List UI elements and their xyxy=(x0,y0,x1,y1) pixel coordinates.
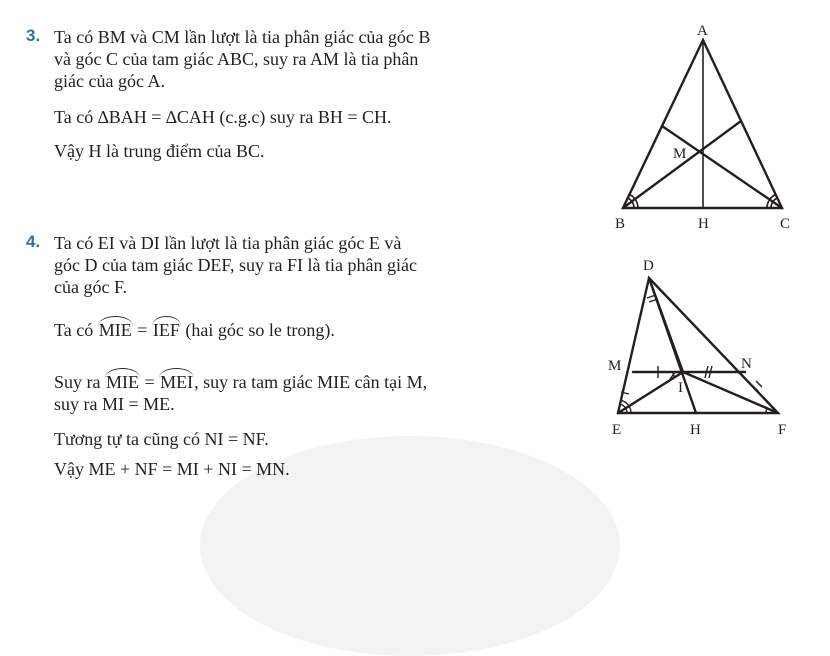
problem-4-line: Ta có EI và DI lần lượt là tia phân giác góc E và xyxy=(54,233,402,253)
problem-3-line: Ta có ∆BAH = ∆CAH (c.g.c) suy ra BH = CH. xyxy=(54,107,392,127)
text-fragment: Ta có xyxy=(54,320,98,340)
text-fragment: = xyxy=(140,372,160,392)
figure-triangle-def xyxy=(600,255,820,490)
label-f: F xyxy=(778,422,787,438)
segment-dh xyxy=(649,278,696,413)
label-n: N xyxy=(741,356,752,372)
problem-4-line: của góc F. xyxy=(54,277,128,297)
figure-triangle-abc xyxy=(600,18,820,240)
problem-3-line: giác của góc A. xyxy=(54,71,165,91)
problem-4-line: góc D của tam giác DEF, suy ra FI là tia phân giác xyxy=(54,255,417,275)
text-fragment: , suy ra tam giác MIE cân tại M, xyxy=(194,372,428,392)
text-fragment: = xyxy=(132,320,152,340)
text-fragment: (hai góc so le trong). xyxy=(180,320,335,340)
label-c: C xyxy=(780,216,791,232)
text-fragment: Suy ra xyxy=(54,372,105,392)
problem-4-conclusion-line xyxy=(54,371,427,393)
angle-mei: MEI xyxy=(160,372,194,392)
angle-ief: IEF xyxy=(152,320,180,340)
label-i: I xyxy=(678,380,683,396)
label-m: M xyxy=(608,358,622,374)
problem-4-line: suy ra MI = ME. xyxy=(54,394,175,414)
problem-3-line: Vậy H là trung điểm của BC. xyxy=(54,141,265,161)
label-h: H xyxy=(690,422,701,438)
label-b: B xyxy=(615,216,626,232)
problem-3-line: Ta có BM và CM lần lượt là tia phân giác của góc B xyxy=(54,27,431,47)
angle-mie: MIE xyxy=(98,320,132,340)
label-h: H xyxy=(698,216,709,232)
problem-3-line: và góc C của tam giác ABC, suy ra AM là tia phân xyxy=(54,49,419,69)
label-e: E xyxy=(612,422,622,438)
segment-fi xyxy=(683,372,778,413)
problem-4-angle-line xyxy=(54,319,335,341)
label-d: D xyxy=(643,258,654,274)
bisector-bm xyxy=(623,121,741,208)
tick-nf-2 xyxy=(756,381,762,387)
problem-4-line: Tương tự ta cũng có NI = NF. xyxy=(54,429,269,449)
angle-mie: MIE xyxy=(106,372,139,392)
problem-3-number: 3. xyxy=(26,26,41,45)
problem-4-line: Vậy ME + NF = MI + NI = MN. xyxy=(54,459,290,479)
triangle-def xyxy=(618,278,778,413)
segment-ei xyxy=(618,372,683,413)
problem-4-number: 4. xyxy=(26,232,41,251)
label-a: A xyxy=(697,23,708,39)
label-m: M xyxy=(673,146,687,162)
